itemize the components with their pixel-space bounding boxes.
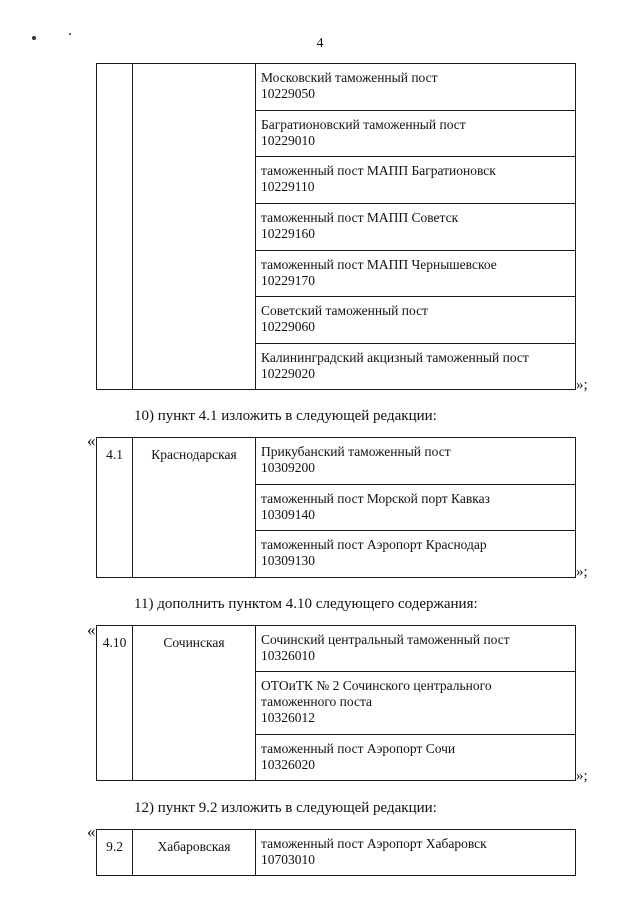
- table-row: [97, 438, 576, 485]
- post-name: таможенный пост МАПП Советск: [261, 210, 459, 225]
- post-name: таможенный пост Аэропорт Сочи: [261, 741, 456, 756]
- page-number: 4: [316, 36, 324, 51]
- post-cell: [256, 735, 576, 781]
- number-cell: [97, 64, 133, 390]
- post-name: таможенный пост Аэропорт Краснодар: [261, 537, 487, 552]
- post-name: Прикубанский таможенный пост: [261, 444, 451, 459]
- closing-quote: »;: [576, 377, 588, 393]
- post-name: таможенный пост Аэропорт Хабаровск: [261, 836, 487, 851]
- post-code: 10309130: [261, 553, 315, 568]
- post-name: Сочинский центральный таможенный пост: [261, 632, 510, 647]
- region-cell: Краснодарская: [133, 438, 256, 578]
- opening-quote: «: [87, 620, 96, 639]
- region-cell: [133, 64, 256, 390]
- post-cell: [256, 111, 576, 157]
- post-cell: [256, 672, 576, 735]
- number-cell: 9.2: [97, 830, 133, 876]
- post-code: 10326010: [261, 648, 315, 663]
- post-code: 10229020: [261, 366, 315, 381]
- post-name: ОТОиТК № 2 Сочинского центрального: [261, 678, 492, 693]
- paragraph-10: 10) пункт 4.1 изложить в следующей редакции:: [134, 408, 437, 424]
- post-cell: [256, 485, 576, 531]
- closing-quote: »;: [576, 768, 588, 784]
- post-cell: [256, 251, 576, 297]
- table-4-1: [96, 437, 576, 578]
- closing-quote: »;: [576, 564, 588, 580]
- opening-quote: «: [87, 431, 96, 450]
- table-row: [97, 64, 576, 111]
- post-cell: [256, 157, 576, 204]
- post-code: 10229060: [261, 319, 315, 334]
- post-name: Калининградский акцизный таможенный пост: [261, 350, 529, 365]
- post-name: Багратионовский таможенный пост: [261, 117, 466, 132]
- post-code: 10229160: [261, 226, 315, 241]
- post-cell: [256, 531, 576, 578]
- post-code: 10326020: [261, 757, 315, 772]
- post-code: 10229110: [261, 179, 315, 194]
- post-cell: [256, 344, 576, 390]
- post-cell: [256, 438, 576, 485]
- opening-quote: «: [87, 822, 96, 841]
- number-cell: 4.1: [97, 438, 133, 578]
- paragraph-11: 11) дополнить пунктом 4.10 следующего содержания:: [134, 596, 478, 612]
- post-code: 10326012: [261, 710, 315, 725]
- post-name: таможенный пост Морской порт Кавказ: [261, 491, 490, 506]
- post-cell: [256, 297, 576, 344]
- post-code: 10703010: [261, 852, 315, 867]
- paragraph-12: 12) пункт 9.2 изложить в следующей редакции:: [134, 800, 437, 816]
- number-cell: 4.10: [97, 626, 133, 781]
- post-code: 10229170: [261, 273, 315, 288]
- table-9-2: [96, 829, 576, 876]
- post-code: 10309200: [261, 460, 315, 475]
- scan-speck: [69, 33, 71, 35]
- table-row: [97, 626, 576, 672]
- post-code: 10309140: [261, 507, 315, 522]
- table-continued: [96, 63, 576, 390]
- post-cell: [256, 626, 576, 672]
- post-name: Московский таможенный пост: [261, 70, 438, 85]
- post-code: 10229050: [261, 86, 315, 101]
- post-name: таможенный пост МАПП Чернышевское: [261, 257, 497, 272]
- post-cell: [256, 830, 576, 876]
- post-cell: [256, 204, 576, 251]
- region-cell: Сочинская: [133, 626, 256, 781]
- region-cell: Хабаровская: [133, 830, 256, 876]
- table-row: [97, 830, 576, 876]
- post-cell: [256, 64, 576, 111]
- table-4-10: [96, 625, 576, 781]
- post-name: Советский таможенный пост: [261, 303, 428, 318]
- post-name-continued: таможенного поста: [261, 694, 373, 709]
- post-name: таможенный пост МАПП Багратионовск: [261, 163, 496, 178]
- post-code: 10229010: [261, 133, 315, 148]
